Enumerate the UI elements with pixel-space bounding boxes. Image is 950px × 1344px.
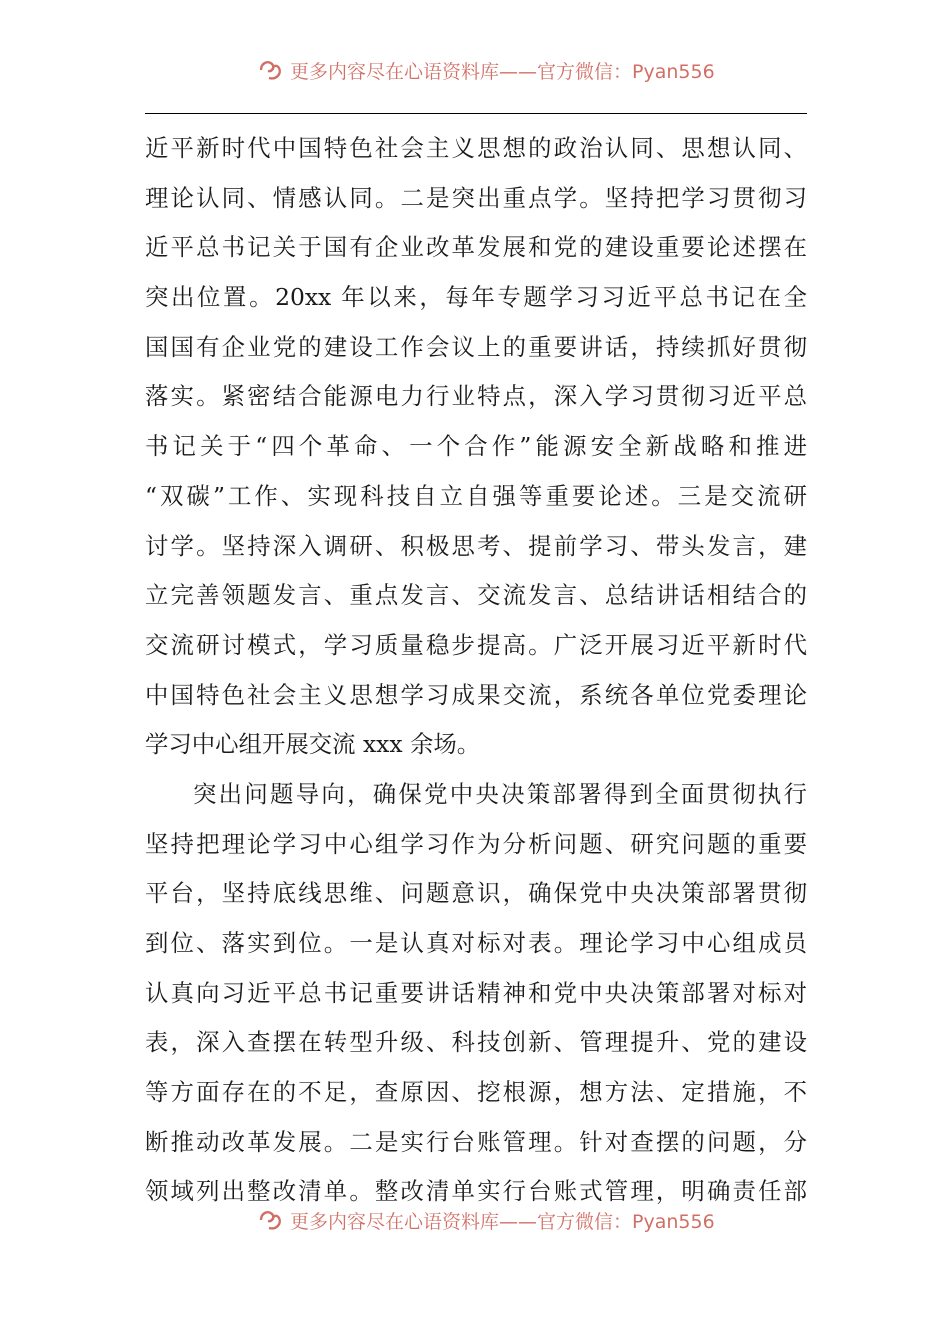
watermark-text: 更多内容尽在心语资料库——官方微信：Pyan556 [290,60,715,83]
logo-icon [258,58,284,82]
logo-icon [258,1208,284,1232]
header-rule [145,113,807,114]
watermark-text: 更多内容尽在心语资料库——官方微信：Pyan556 [290,1210,715,1233]
text-line: 交流研讨模式，学习质量稳步提高。广泛开展习近平新时代 [145,630,807,659]
text-line: 等方面存在的不足，查原因、挖根源，想方法、定措施，不 [145,1078,807,1107]
text-line: 国国有企业党的建设工作会议上的重要讲话，持续抓好贯彻 [145,332,807,361]
paragraph-heading-line: 突出问题导向，确保党中央决策部署得到全面贯彻执行 [193,779,807,808]
text-line: 理论认同、情感认同。二是突出重点学。坚持把学习贯彻习 [145,183,807,212]
text-line: 突出位置。20xx 年以来，每年专题学习习近平总书记在全 [145,283,807,312]
text-line: 表，深入查摆在转型升级、科技创新、管理提升、党的建设 [145,1028,807,1057]
text-line: 坚持把理论学习中心组学习作为分析问题、研究问题的重要 [145,829,807,858]
text-line: 讨学。坚持深入调研、积极思考、提前学习、带头发言，建 [145,531,807,560]
watermark-header [258,56,715,84]
paragraph-end-line: 学习中心组开展交流 xxx 余场。 [145,730,481,759]
text-line: 立完善领题发言、重点发言、交流发言、总结讲话相结合的 [145,581,807,610]
text-line: 中国特色社会主义思想学习成果交流，系统各单位党委理论 [145,680,807,709]
text-line: 认真向习近平总书记重要讲话精神和党中央决策部署对标对 [145,978,807,1007]
text-line: 近平新时代中国特色社会主义思想的政治认同、思想认同、 [145,134,807,162]
document-body [145,124,807,1217]
text-line: 近平总书记关于国有企业改革发展和党的建设重要论述摆在 [145,233,807,262]
watermark-footer [258,1206,715,1234]
text-line: 领域列出整改清单。整改清单实行台账式管理，明确责任部 [145,1177,807,1206]
text-line: 到位、落实到位。一是认真对标对表。理论学习中心组成员 [145,929,807,957]
text-line: 书记关于“四个革命、一个合作”能源安全新战略和推进 [145,432,807,461]
text-line: 断推动改革发展。二是实行台账管理。针对查摆的问题，分 [145,1127,807,1156]
text-line: 平台，坚持底线思维、问题意识，确保党中央决策部署贯彻 [145,879,807,908]
text-line: “双碳”工作、实现科技自立自强等重要论述。三是交流研 [145,481,807,510]
text-line: 落实。紧密结合能源电力行业特点，深入学习贯彻习近平总 [145,382,807,411]
